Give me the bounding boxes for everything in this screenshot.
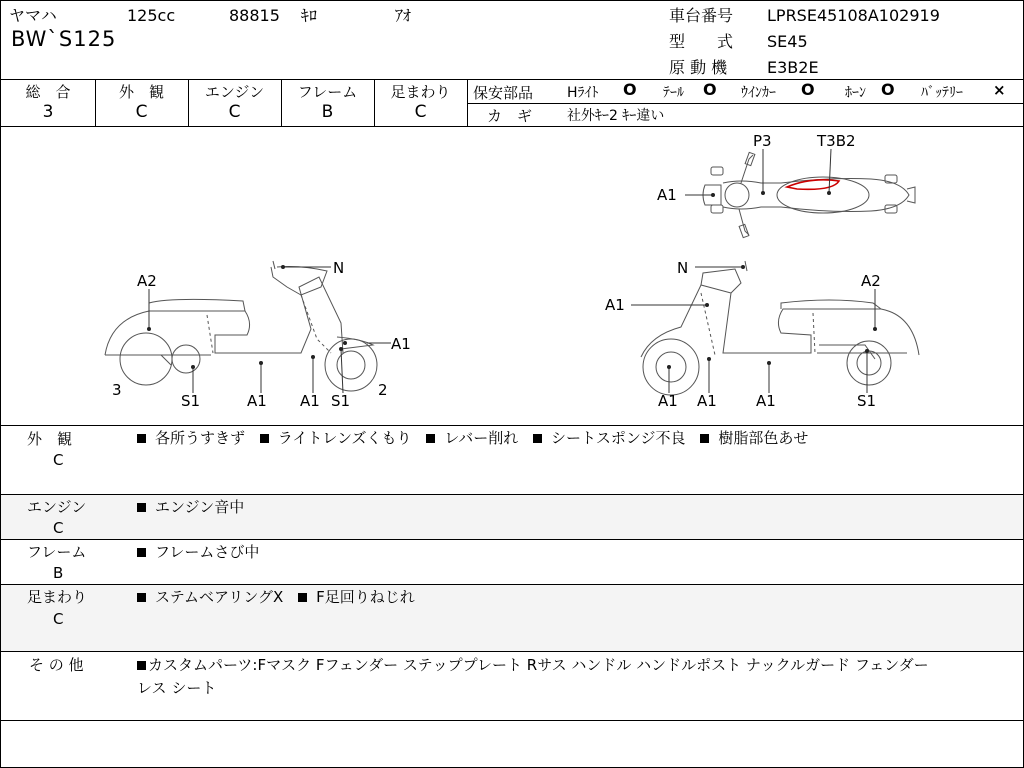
label-right-n: N: [677, 259, 689, 277]
bullet-square: [137, 434, 146, 443]
top-view-scooter: [703, 152, 915, 237]
engine-label: 原 動 機: [669, 58, 728, 77]
remark-item: シートスポンジ不良: [551, 429, 686, 447]
remark-item-continued: レス シート: [137, 679, 217, 697]
bullet-square: [700, 434, 709, 443]
bullet-square: [298, 593, 307, 602]
horn-label: ﾎｰﾝ: [845, 85, 866, 101]
section-grade-frame: B: [53, 564, 64, 582]
label-right-a1-mid: A1: [697, 392, 717, 410]
bullet-square: [137, 548, 146, 557]
grade-value-engine: C: [228, 102, 241, 122]
label-right-a2: A2: [861, 272, 881, 290]
divider: [1, 651, 1023, 652]
label-left-s1-front: S1: [331, 392, 351, 410]
divider: [1, 79, 1023, 80]
section-label-suspension: 足まわり: [27, 588, 88, 606]
label-left-a1-front: A1: [391, 335, 411, 353]
grade-label-overall: 総 合: [25, 83, 71, 101]
displacement: 125cc: [127, 6, 176, 25]
grade-label-frame: フレーム: [297, 83, 358, 101]
bullet-square: [426, 434, 435, 443]
label-top-a1: A1: [657, 186, 677, 204]
mileage: 88815: [229, 6, 280, 25]
label-left-a2: A2: [137, 272, 157, 290]
label-right-a1-wheel: A1: [658, 392, 678, 410]
section-grade-engine: C: [53, 519, 64, 537]
section-items-engine: [137, 495, 244, 519]
section-items-other: [137, 653, 929, 677]
color: ｱｵ: [395, 6, 412, 25]
label-left-a1-low: A1: [300, 392, 320, 410]
remark-item: カスタムパーツ:Fマスク Fフェンダー ステッププレート Rサス ハンドル ハンドルポスト ナックルガード フェンダー: [148, 656, 929, 674]
remark-item: ステムベアリングX: [155, 588, 284, 606]
grade-value-overall: 3: [42, 102, 54, 122]
section-label-exterior: 外 観: [27, 430, 73, 448]
grade-label-suspension: 足まわり: [390, 83, 451, 101]
bullet-square: [260, 434, 269, 443]
remark-item: F足回りねじれ: [316, 588, 415, 606]
leader-lines: [149, 149, 875, 393]
remark-item: エンジン音中: [155, 498, 245, 516]
section-label-frame: フレーム: [27, 543, 87, 561]
bullet-square: [533, 434, 542, 443]
bullet-square: [137, 661, 146, 670]
engine-value: E3B2E: [767, 58, 819, 77]
remark-item: 樹脂部色あせ: [718, 429, 809, 447]
label-right-a1-low: A1: [756, 392, 776, 410]
label-left-n: N: [333, 259, 345, 277]
section-grade-suspension: C: [53, 610, 64, 628]
divider: [1, 720, 1023, 721]
grade-value-frame: B: [321, 102, 334, 122]
label-left-a1-mid: A1: [247, 392, 267, 410]
winker-label: ｳｲﾝｶｰ: [741, 85, 776, 101]
remark-item: 各所うすきず: [155, 429, 246, 447]
grade-value-suspension: C: [414, 102, 427, 122]
tail-label: ﾃｰﾙ: [663, 85, 684, 101]
remark-item: レバー削れ: [444, 429, 519, 447]
grade-label-exterior: 外 観: [118, 83, 164, 101]
type-label: 型 式: [669, 32, 734, 51]
type-value: SE45: [767, 32, 808, 51]
chassis-value: LPRSE45108A102919: [767, 6, 940, 25]
headlight-mark: O: [623, 80, 637, 99]
section-items-exterior: [137, 426, 808, 450]
bullet-square: [137, 503, 146, 512]
winker-mark: O: [801, 80, 815, 99]
bullet-square: [137, 593, 146, 602]
label-left-s1-rear: S1: [181, 392, 201, 410]
section-items-frame: [137, 540, 259, 564]
divider: [467, 79, 468, 126]
label-right-s1: S1: [857, 392, 877, 410]
model-name: BW`S125: [11, 27, 117, 51]
battery-label: ﾊﾞｯﾃﾘｰ: [921, 85, 963, 101]
headlight-label: Hﾗｲﾄ: [567, 85, 599, 101]
remark-item: フレームさび中: [155, 543, 260, 561]
section-label-engine: エンジン: [27, 498, 87, 516]
label-left-3: 3: [112, 381, 122, 399]
label-right-a1-upper: A1: [605, 296, 625, 314]
divider: [467, 103, 1023, 104]
remark-item: ライトレンズくもり: [277, 429, 412, 447]
grade-label-engine: エンジン: [204, 83, 265, 101]
battery-mark: ×: [993, 81, 1006, 99]
label-left-2: 2: [378, 381, 388, 399]
section-items-suspension: [137, 585, 415, 609]
horn-mark: O: [881, 80, 895, 99]
label-top-t3b2: T3B2: [817, 132, 856, 150]
key-label: カ ギ: [487, 107, 533, 125]
damage-diagram: [1, 127, 1023, 425]
key-value: 社外ｷｰ2 ｷｰ違い: [567, 108, 665, 124]
safety-title: 保安部品: [473, 84, 534, 102]
maker: ヤマハ: [9, 6, 57, 25]
tail-mark: O: [703, 80, 717, 99]
chassis-label: 車台番号: [669, 6, 734, 25]
grade-value-exterior: C: [135, 102, 148, 122]
label-top-p3: P3: [753, 132, 772, 150]
section-label-other: そ の 他: [29, 656, 84, 674]
mileage-unit: ｷﾛ: [301, 6, 318, 25]
section-grade-exterior: C: [53, 451, 64, 469]
